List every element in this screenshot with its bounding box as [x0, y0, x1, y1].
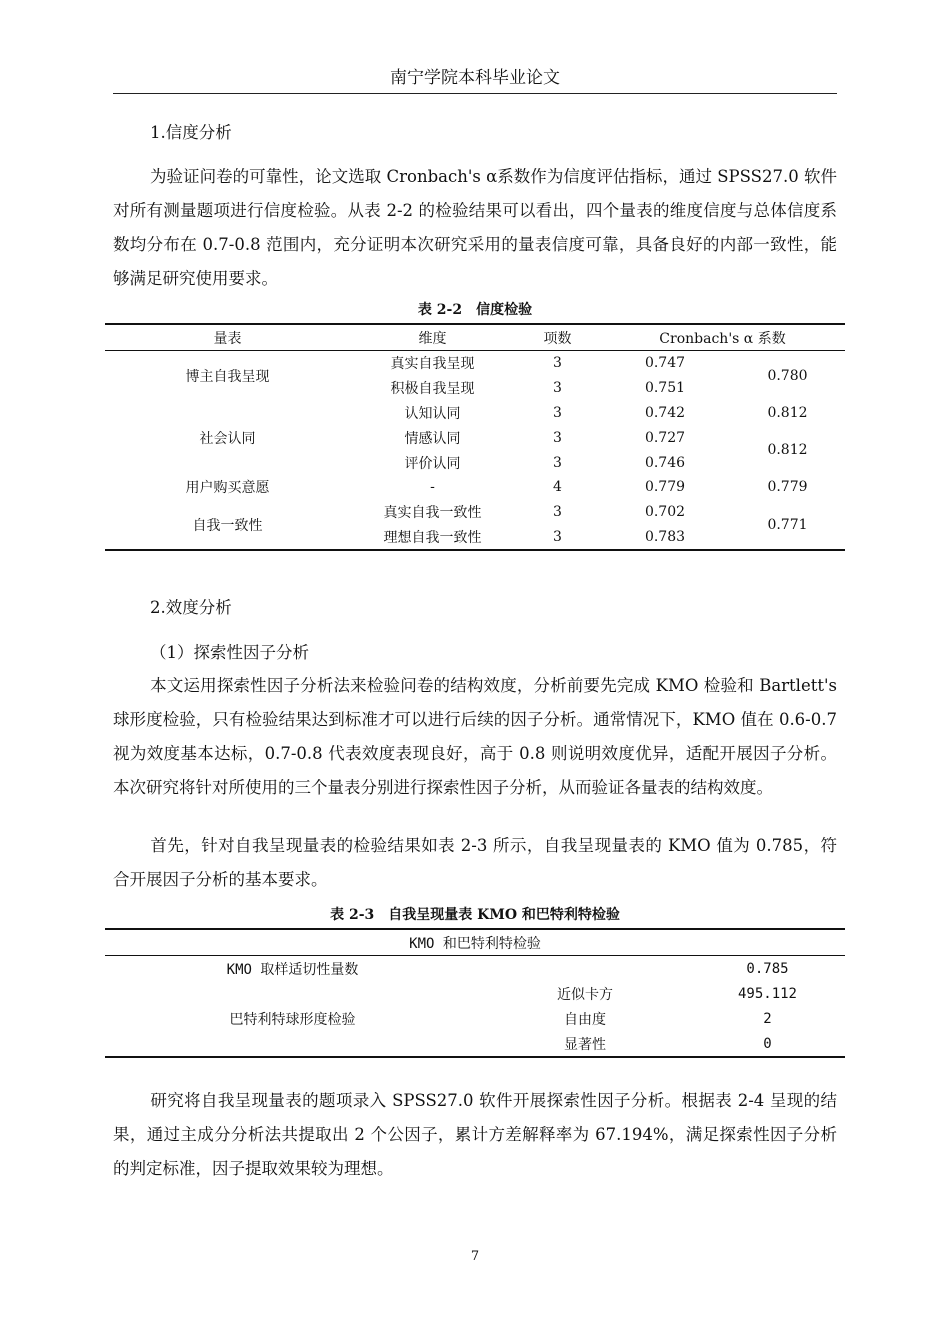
cell-dimension: 积极自我呈现: [390, 381, 475, 398]
cell-df-value: 2: [763, 1010, 772, 1027]
section-heading-validity: 2.效度分析: [150, 598, 232, 617]
cell-items: 3: [553, 528, 562, 545]
table-header-row: [105, 324, 845, 351]
cell-alpha: 0.783: [644, 528, 686, 545]
col-header-dimension: 维度: [350, 324, 515, 351]
cell-items: 3: [553, 380, 562, 397]
table-row: [105, 401, 845, 426]
cell-alpha: 0.779: [644, 479, 686, 496]
table-caption-2-2: 表 2-2 信度检验: [417, 302, 533, 318]
paragraph-kmo-result-text: 首先，针对自我呈现量表的检验结果如表 2-3 所示，自我呈现量表的 KMO 值为 0.785，符合开展因子分析的基本要求。: [113, 836, 837, 889]
cell-alpha: 0.746: [644, 454, 686, 471]
header-rule: [113, 93, 837, 94]
cell-overall: 0.771: [767, 516, 808, 533]
reliability-table: [105, 323, 845, 551]
cell-dimension: 认知认同: [404, 405, 461, 422]
cell-dimension: 评价认同: [404, 455, 461, 472]
cell-kmo-value: 0.785: [746, 960, 789, 977]
table-caption-2-3: 表 2-3 自我呈现量表 KMO 和巴特利特检验: [330, 907, 620, 923]
cell-items: 4: [553, 479, 562, 496]
page-number: 7: [470, 1249, 480, 1264]
cell-sig-label: 显著性: [564, 1036, 606, 1053]
cell-scale: 自我一致性: [192, 517, 263, 534]
kmo-table-header: KMO 和巴特利特检验: [105, 929, 845, 956]
cell-items: 3: [553, 429, 562, 446]
cell-alpha: 0.751: [644, 380, 686, 397]
cell-chi-value: 495.112: [737, 985, 797, 1002]
cell-alpha: 0.727: [644, 429, 686, 446]
cell-chi-label: 近似卡方: [557, 986, 613, 1003]
cell-sig-value: 0: [763, 1035, 772, 1052]
cell-df-label: 自由度: [564, 1011, 606, 1028]
paragraph-reliability: [113, 160, 837, 296]
cell-overall: 0.812: [767, 442, 808, 459]
cell-dimension: 情感认同: [404, 430, 461, 447]
cell-items: 3: [553, 504, 562, 521]
cell-items: 3: [553, 355, 562, 372]
running-header: 南宁学院本科毕业论文: [390, 68, 560, 88]
cell-alpha: 0.742: [644, 404, 686, 421]
cell-kmo-label: KMO 取样适切性量数: [226, 961, 359, 978]
cell-bartlett-label: 巴特利特球形度检验: [229, 1011, 356, 1028]
paragraph-efa-intro: [113, 669, 837, 805]
table-row: [105, 351, 845, 376]
paragraph-efa-result-text: 研究将自我呈现量表的题项录入 SPSS27.0 软件开展探索性因子分析。根据表 2-4 呈现的结果，通过主成分分析法共提取出 2 个公因子，累计方差解释率为 67.194%，满足探索性因子分析的判定标准，因子提取效果较为理想。: [113, 1091, 837, 1178]
cell-dimension: 真实自我呈现: [390, 356, 475, 373]
table-row: [105, 981, 845, 1006]
paragraph-efa-intro-text: 本文运用探索性因子分析法来检验问卷的结构效度，分析前要先完成 KMO 检验和 Bartlett's 球形度检验，只有检验结果达到标准才可以进行后续的因子分析。通常情况下，KMO 值在 0.6-0.7 视为效度基本达标，0.7-0.8 代表效度表现良好，高于 0.8 则说明效度优异，适配开展因子分析。本次研究将针对所使用的三个量表分别进行探索性因子分析，从而验证各量表的结构效度。: [113, 676, 837, 797]
cell-scale: 社会认同: [199, 430, 256, 447]
paragraph-reliability-text: 为验证问卷的可靠性，论文选取 Cronbach's α系数作为信度评估指标，通过 SPSS27.0 软件对所有测量题项进行信度检验。从表 2-2 的检验结果可以看出，四个量表的维度信度与总体信度系数均分布在 0.7-0.8 范围内，充分证明本次研究采用的量表信度可靠，具备良好的内部一致性，能够满足研究使用要求。: [113, 167, 837, 288]
section-heading-reliability: 1.信度分析: [150, 123, 232, 142]
cell-scale: 博主自我呈现: [185, 368, 270, 385]
col-header-items: 项数: [515, 324, 600, 351]
cell-dimension: 理想自我一致性: [383, 529, 482, 546]
cell-scale: 用户购买意愿: [185, 480, 270, 497]
subheading-efa: （1）探索性因子分析: [150, 643, 309, 662]
cell-empty: [480, 956, 690, 982]
cell-items: 3: [553, 454, 562, 471]
col-header-alpha: Cronbach's α 系数: [600, 324, 845, 351]
cell-dimension: 真实自我一致性: [383, 505, 482, 522]
cell-overall: 0.812: [767, 404, 808, 421]
table-header-row: [105, 929, 845, 956]
cell-items: 3: [553, 404, 562, 421]
kmo-bartlett-table: [105, 928, 845, 1058]
paragraph-kmo-result: [113, 829, 837, 897]
paragraph-efa-result: [113, 1084, 837, 1186]
table-row: [105, 500, 845, 525]
col-header-scale: 量表: [105, 324, 350, 351]
cell-dimension: -: [430, 479, 435, 496]
cell-overall: 0.779: [767, 479, 808, 496]
table-row: [105, 956, 845, 982]
cell-overall: 0.780: [767, 367, 808, 384]
cell-alpha: 0.702: [644, 504, 686, 521]
cell-alpha: 0.747: [644, 355, 686, 372]
table-row: [105, 475, 845, 500]
